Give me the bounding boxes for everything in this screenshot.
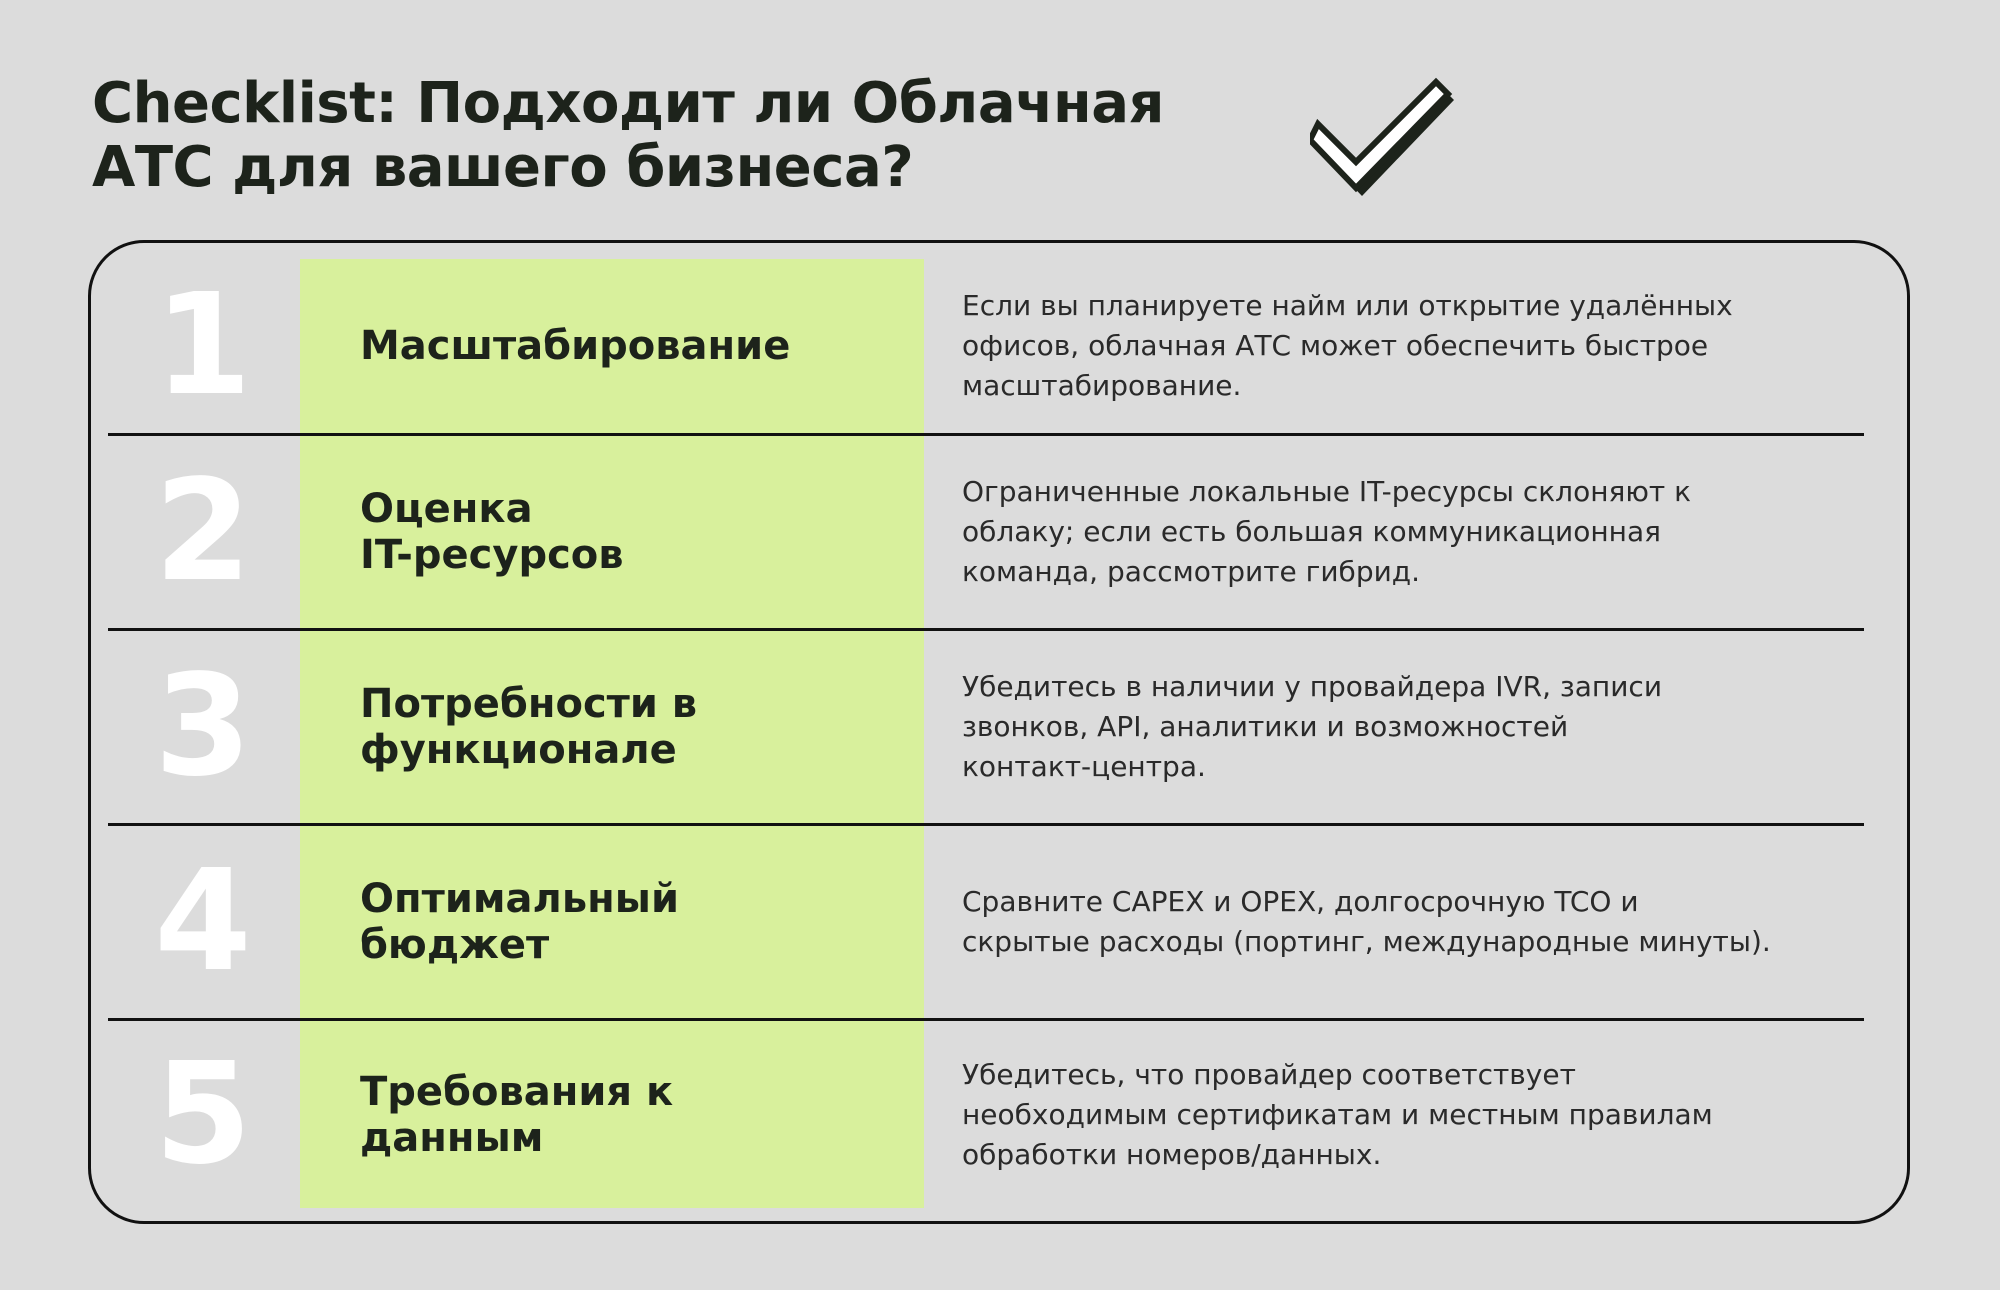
- row-topic-line: Оптимальный: [360, 876, 679, 922]
- row-description-line: необходимым сертификатам и местным правилам: [962, 1097, 1713, 1131]
- row-number: 4: [154, 840, 252, 1003]
- row-number: 1: [154, 264, 252, 427]
- row-description-line: обработки номеров/данных.: [962, 1137, 1382, 1171]
- row-description: [962, 286, 1862, 406]
- row-topic-label: [360, 323, 880, 369]
- row-topic-label: [360, 681, 880, 773]
- row-description: [962, 882, 1862, 962]
- checklist-row-3: [108, 631, 1864, 823]
- page-title-line-1: Checklist: Подходит ли Облачная: [92, 71, 1164, 136]
- row-number: 3: [154, 645, 252, 808]
- checkmark-icon: [1310, 70, 1460, 206]
- row-topic-line: бюджет: [360, 922, 550, 968]
- row-description-line: облаку; если есть большая коммуникационная: [962, 515, 1661, 548]
- row-description: [962, 1055, 1862, 1175]
- row-description-line: офисов, облачная АТС может обеспечить быстрое: [962, 329, 1709, 362]
- row-topic-line: функционале: [360, 727, 677, 773]
- row-number: 5: [154, 1032, 252, 1196]
- row-description-line: масштабирование.: [962, 369, 1242, 402]
- row-topic-line: IT-ресурсов: [360, 532, 624, 578]
- row-description-line: Убедитесь, что провайдер соответствует: [962, 1057, 1576, 1091]
- row-description-line: Если вы планируете найм или открытие удалённых: [962, 289, 1733, 322]
- checklist-row-2: [108, 436, 1864, 628]
- row-description-line: Ограниченные локальные IT-ресурсы склоняют к: [962, 475, 1692, 508]
- row-description-line: Сравните CAPEX и OPEX, долгосрочную TCO и: [962, 885, 1639, 918]
- row-description: [962, 472, 1862, 592]
- page-title: [92, 72, 1312, 200]
- page-title-line-2: АТС для вашего бизнеса?: [92, 135, 914, 200]
- checklist-row-4: [108, 826, 1864, 1018]
- row-topic-line: данным: [360, 1114, 544, 1161]
- row-topic-line: Потребности в: [360, 681, 698, 727]
- row-topic-line: Требования к: [360, 1068, 674, 1115]
- row-topic-line: Масштабирование: [360, 323, 791, 369]
- checklist-row-1: [108, 259, 1864, 433]
- row-description-line: звонков, API, аналитики и возможностей: [962, 710, 1569, 743]
- row-topic-label: [360, 876, 880, 968]
- row-topic-line: Оценка: [360, 486, 533, 532]
- row-topic-label: [360, 1069, 880, 1161]
- row-description-line: команда, рассмотрите гибрид.: [962, 555, 1421, 588]
- row-description-line: скрытые расходы (портинг, международные минуты).: [962, 925, 1771, 958]
- row-description-line: контакт-центра.: [962, 750, 1206, 783]
- row-description-line: Убедитесь в наличии у провайдера IVR, записи: [962, 670, 1663, 703]
- row-description: [962, 667, 1862, 787]
- row-topic-label: [360, 486, 880, 578]
- row-number: 2: [154, 450, 252, 613]
- checklist-row-5: [108, 1021, 1864, 1208]
